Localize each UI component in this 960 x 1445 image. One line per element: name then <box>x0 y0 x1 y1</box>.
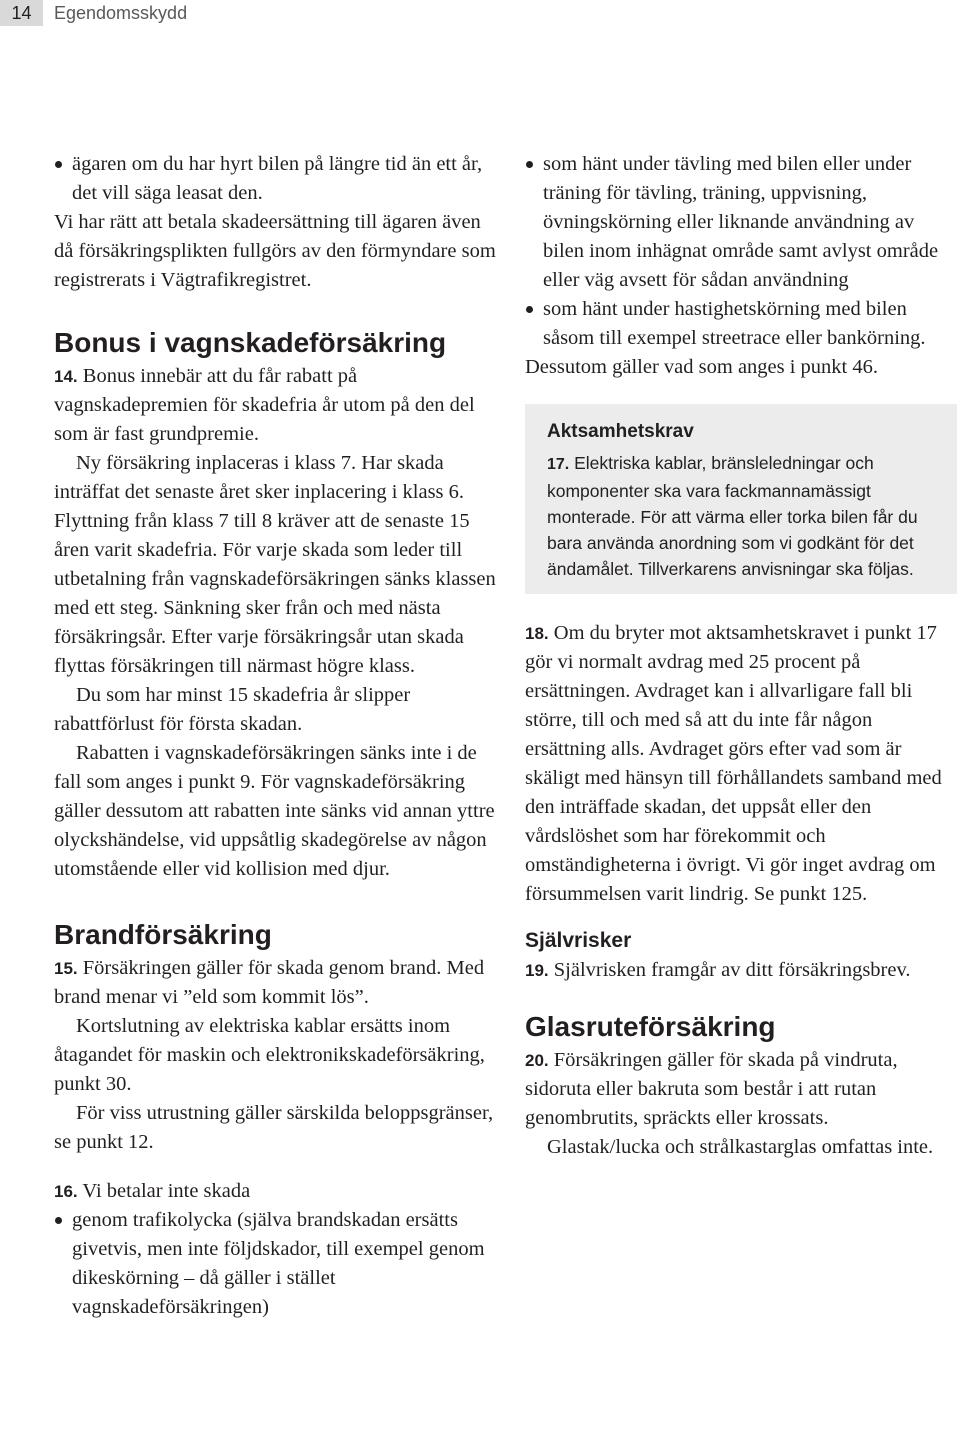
clause-text: Försäkringen gäller för skada på vindruta, sidoruta eller bakruta som består i att rutan genombrutits, spräckts eller krossats. <box>525 1049 898 1129</box>
left-column <box>54 150 502 1322</box>
clause-14 <box>54 362 502 449</box>
aktsamhetskrav-box <box>525 404 957 594</box>
brand-paragraph: Kortslutning av elektriska kablar ersätts inom åtagandet för maskin och elektronikskadeförsäkring, punkt 30. <box>54 1015 485 1095</box>
intro-paragraph: Vi har rätt att betala skadeersättning till ägaren även då försäkringsplikten fullgörs av den förmyndare som registrerats i Vägtrafikregistret. <box>54 211 496 291</box>
heading-bonus: Bonus i vagnskadeförsäkring <box>54 327 447 358</box>
list-item: som hänt under hastighetskörning med bilen såsom till exempel streetrace eller bankörning. <box>525 295 957 353</box>
clause-text: Bonus innebär att du får rabatt på vagnskadepremien för skadefria år utom på den del som är fast grundpremie. <box>54 365 475 445</box>
clause-number: 17. <box>547 456 570 473</box>
brand-paragraph: För viss utrustning gäller särskilda beloppsgränser, se punkt 12. <box>54 1102 494 1153</box>
after-bullets-paragraph: Dessutom gäller vad som anges i punkt 46. <box>525 356 879 378</box>
section-label: Egendomsskydd <box>54 3 188 23</box>
page-number: 14 <box>0 0 43 26</box>
clause-15 <box>54 954 502 1012</box>
clause-text: Försäkringen gäller för skada genom brand. Med brand menar vi ”eld som kommit lös”. <box>54 957 485 1008</box>
clause-16 <box>54 1177 502 1206</box>
list-item: genom trafikolycka (själva brandskadan ersätts givetvis, men inte följdskador, till exempel genom dikeskörning – då gäller i stället vagnskadeförsäkringen) <box>54 1206 502 1322</box>
bonus-paragraph: Du som har minst 15 skadefria år slipper rabattförlust för första skadan. <box>54 684 411 735</box>
list-item: ägaren om du har hyrt bilen på längre tid än ett år, det vill säga leasat den. <box>54 150 502 208</box>
heading-glas: Glasruteförsäkring <box>525 1011 776 1042</box>
clause-text: Om du bryter mot aktsamhetskravet i punkt 17 gör vi normalt avdrag med 25 procent på ersättningen. Avdraget kan i allvarligare fall bli större, till och med så att du inte får någon ersättning alls. Avdraget görs efter vad som är skäligt med hänsyn till förhållandets samband med den inträffade skadan, det uppsåt eller den vårdslöshet som har förekommit och omständigheterna i övrigt. Vi gör inget avdrag om försummelsen varit lindrig. Se punkt 125. <box>525 622 942 905</box>
clause-text: Elektriska kablar, bränsleledningar och komponenter ska vara fackmannamässigt monterade. För att värma eller torka bilen får du bara använda anordning som vi godkänt för det ändamålet. Tillverkarens anvisningar ska följas. <box>547 453 918 579</box>
bonus-paragraph: Ny försäkring inplaceras i klass 7. Har skada inträffat det senaste året sker inplacering i klass 6. Flyttning från klass 7 till 8 kräver att de senaste 15 åren varit skadefria. För varje skada som leder till utbetalning från vagnskadeförsäkringen sänks klassen med ett steg. Sänkning sker från och med nästa försäkringsår. Efter varje försäkringsår utan skada flyttas försäkringen till närmast högre klass. <box>54 452 496 677</box>
exclusion-bullet-list <box>525 150 957 353</box>
heading-brand: Brandförsäkring <box>54 919 272 950</box>
clause-text: Självrisken framgår av ditt försäkringsbrev. <box>553 959 911 981</box>
clause-18 <box>525 619 957 909</box>
clause-17 <box>547 450 939 582</box>
clause-number: 16. <box>54 1182 78 1201</box>
bonus-paragraph: Rabatten i vagnskadeförsäkringen sänks inte i de fall som anges i punkt 9. För vagnskadeförsäkring gäller dessutom att rabatten inte sänks vid annan yttre olyckshändelse, vid uppsåtlig skadegörelse av någon utomstående eller vid kollision med djur. <box>54 742 495 880</box>
intro-bullet-list <box>54 150 502 208</box>
glas-paragraph: Glastak/lucka och strålkastarglas omfattas inte. <box>547 1136 934 1158</box>
clause-number: 19. <box>525 961 549 980</box>
clause-number: 18. <box>525 624 549 643</box>
page-header <box>0 0 960 26</box>
clause-16-bullet-list <box>54 1206 502 1322</box>
clause-number: 20. <box>525 1051 549 1070</box>
clause-number: 15. <box>54 959 78 978</box>
right-column <box>525 150 957 1162</box>
list-item: som hänt under tävling med bilen eller under träning för tävling, träning, uppvisning, övningskörning eller liknande användning av bilen inom inhägnat område samt avlyst område eller väg avsett för sådan användning <box>525 150 957 295</box>
heading-sjalvrisker: Självrisker <box>525 929 632 952</box>
clause-number: 14. <box>54 367 78 386</box>
clause-19 <box>525 956 957 985</box>
clause-20 <box>525 1046 957 1133</box>
clause-text: Vi betalar inte skada <box>82 1180 251 1202</box>
box-title: Aktsamhetskrav <box>547 421 694 442</box>
